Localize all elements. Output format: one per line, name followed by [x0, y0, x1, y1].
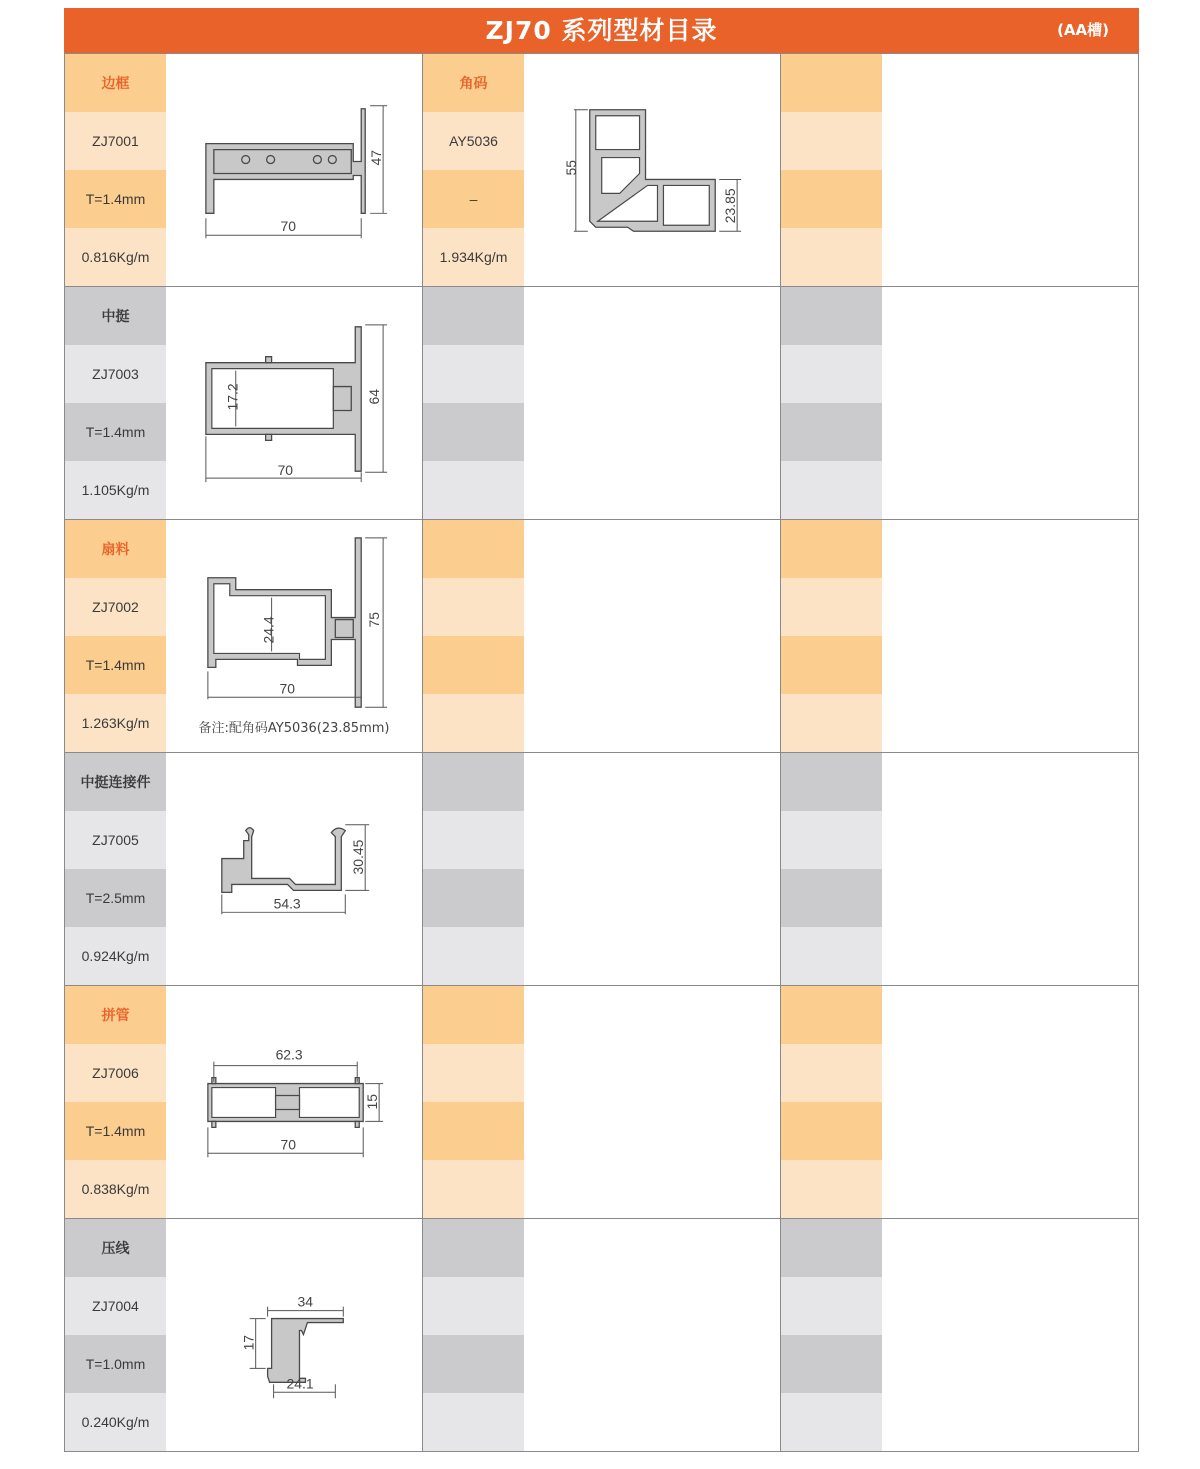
empty-cell [780, 753, 1139, 985]
empty-cell [780, 986, 1139, 1218]
empty-cell [780, 520, 1139, 752]
profile-labels [423, 54, 524, 286]
catalog-header [64, 8, 1139, 53]
profile-thickness: T=1.4mm [65, 636, 166, 694]
dim-height: 75 [366, 612, 383, 628]
profile-drawing [166, 54, 422, 286]
profile-labels [65, 287, 166, 519]
profile-labels [65, 986, 166, 1218]
dim-height: 64 [366, 388, 383, 405]
profile-section-zj7003 [166, 287, 422, 519]
profile-thickness: T=1.4mm [65, 1102, 166, 1160]
empty-cell [422, 287, 780, 519]
dim-height: 17 [240, 1334, 257, 1351]
dim-width: 70 [280, 218, 297, 235]
profile-thickness: T=2.5mm [65, 869, 166, 927]
profile-drawing [166, 753, 422, 985]
table-row [64, 985, 1139, 1218]
profile-note: 备注:配角码AY5036(23.85mm) [198, 721, 390, 736]
profile-name: 角码 [423, 54, 524, 112]
empty-cell [422, 520, 780, 752]
dim-height: 30.45 [350, 839, 367, 875]
profile-section-ay5036 [524, 54, 780, 286]
profile-weight: 0.838Kg/m [65, 1160, 166, 1218]
profile-code: ZJ7001 [65, 112, 166, 170]
dim-height: 23.85 [722, 188, 739, 224]
profile-name: 中挺连接件 [65, 753, 166, 811]
table-row [64, 286, 1139, 519]
profile-labels [65, 1219, 166, 1451]
dim-inner: 17.2 [224, 383, 241, 411]
empty-cell [422, 986, 780, 1218]
profile-drawing [166, 1219, 422, 1451]
profile-cell [422, 54, 780, 286]
profile-section-zj7006 [166, 986, 422, 1218]
profile-name: 拼管 [65, 986, 166, 1044]
dim-width: 70 [277, 462, 294, 479]
profile-code: ZJ7005 [65, 811, 166, 869]
profile-name: 扇料 [65, 520, 166, 578]
empty-cell [780, 1219, 1139, 1451]
dim-height: 55 [562, 159, 579, 176]
profile-labels [65, 54, 166, 286]
profile-labels [65, 520, 166, 752]
profile-thickness: T=1.0mm [65, 1335, 166, 1393]
profile-code: ZJ7002 [65, 578, 166, 636]
profile-drawing [524, 54, 780, 286]
profile-cell [64, 753, 422, 985]
profile-cell [64, 287, 422, 519]
dim-width: 70 [279, 680, 296, 697]
profile-name: 边框 [65, 54, 166, 112]
dim-width: 62.3 [275, 1046, 303, 1063]
profile-labels [65, 753, 166, 985]
empty-cell [422, 753, 780, 985]
profile-cell [64, 986, 422, 1218]
profile-table [64, 53, 1139, 1453]
dim-inner: 24.4 [260, 616, 277, 644]
profile-drawing [166, 520, 422, 752]
profile-code: ZJ7003 [65, 345, 166, 403]
empty-labels [781, 54, 882, 286]
profile-weight: 0.924Kg/m [65, 927, 166, 985]
profile-drawing [166, 287, 422, 519]
empty-cell [780, 54, 1139, 286]
page-subtitle: (AA槽) [1057, 21, 1109, 39]
profile-code: AY5036 [423, 112, 524, 170]
profile-weight: 1.105Kg/m [65, 461, 166, 519]
profile-thickness: T=1.4mm [65, 170, 166, 228]
profile-cell [64, 520, 422, 752]
dim-width: 34 [297, 1293, 313, 1310]
dim-width: 70 [280, 1136, 297, 1153]
profile-weight: 0.240Kg/m [65, 1393, 166, 1451]
profile-cell [64, 54, 422, 286]
dim-width: 24.1 [286, 1375, 314, 1392]
dim-width: 54.3 [273, 895, 301, 912]
table-row [64, 752, 1139, 985]
profile-weight: 1.934Kg/m [423, 228, 524, 286]
profile-section-zj7004 [166, 1219, 422, 1451]
dim-height: 15 [364, 1093, 381, 1110]
table-row [64, 1218, 1139, 1452]
table-row [64, 519, 1139, 752]
profile-thickness: – [423, 170, 524, 228]
profile-weight: 1.263Kg/m [65, 694, 166, 752]
profile-thickness: T=1.4mm [65, 403, 166, 461]
page-title: ZJ70 系列型材目录 [485, 16, 718, 45]
table-row [64, 53, 1139, 286]
profile-section-zj7001 [166, 54, 422, 286]
profile-weight: 0.816Kg/m [65, 228, 166, 286]
profile-code: ZJ7004 [65, 1277, 166, 1335]
empty-cell [780, 287, 1139, 519]
empty-cell [422, 1219, 780, 1451]
profile-section-zj7005 [166, 753, 422, 985]
profile-name: 压线 [65, 1219, 166, 1277]
profile-cell [64, 1219, 422, 1451]
dim-height: 47 [368, 150, 385, 166]
profile-code: ZJ7006 [65, 1044, 166, 1102]
profile-name: 中挺 [65, 287, 166, 345]
profile-drawing [166, 986, 422, 1218]
